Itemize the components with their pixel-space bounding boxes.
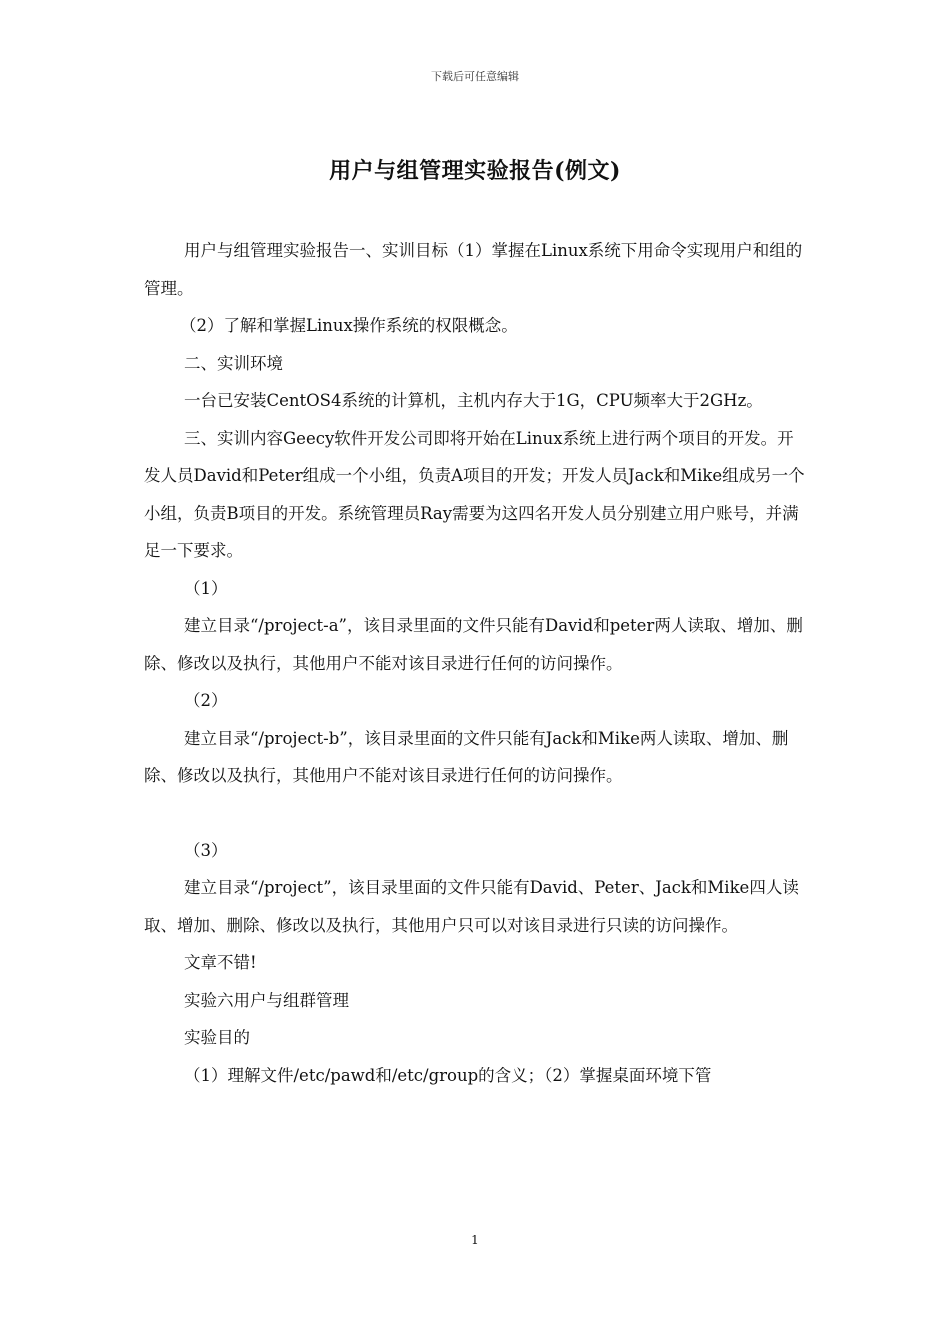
blank-line [144,795,808,832]
paragraph-goal: 用户与组管理实验报告一、实训目标（1）掌握在Linux系统下用命令实现用户和组的管理。 [144,241,803,298]
document-body [144,232,808,1094]
paragraph-experiment-goal: （1）理解文件/etc/pawd和/etc/group的含义；（2）掌握桌面环境下管 [184,1065,712,1085]
heading-experiment-six: 实验六用户与组群管理 [184,990,349,1010]
paragraph-project: 建立目录“/project”，该目录里面的文件只能有David、Peter、Jack和Mike四人读取、增加、删除、修改以及执行，其他用户只可以对该目录进行只读的访问操作。 [144,878,799,935]
item-number-1: （1） [184,578,228,598]
item-number-3: （3） [184,840,228,860]
heading-experiment-goal: 实验目的 [184,1028,250,1047]
paragraph-project-b: 建立目录“/project-b”，该目录里面的文件只能有Jack和Mike两人读取、增加、删除、修改以及执行，其他用户不能对该目录进行任何的访问操作。 [144,728,789,785]
header-note: 下载后可任意编辑 [431,70,519,83]
page-number: 1 [471,1233,479,1247]
paragraph-comment: 文章不错! [184,953,257,972]
paragraph-content: 三、实训内容Geecy软件开发公司即将开始在Linux系统上进行两个项目的开发。开发人员David和Peter组成一个小组，负责A项目的开发；开发人员Jack和Mike组成另一个小组，负责B项目的开发。系统管理员Ray需要为这四名开发人员分别建立用户账号，并满足一下要求。 [144,428,805,560]
paragraph-goal-2: （2）了解和掌握Linux操作系统的权限概念。 [180,316,518,335]
heading-environment: 二、实训环境 [184,353,283,373]
paragraph-project-a: 建立目录“/project-a”，该目录里面的文件只能有David和peter两人读取、增加、删除、修改以及执行，其他用户不能对该目录进行任何的访问操作。 [144,616,803,673]
document-title: 用户与组管理实验报告(例文) [329,158,621,184]
item-number-2: （2） [184,691,228,710]
paragraph-environment: 一台已安装CentOS4系统的计算机，主机内存大于1G，CPU频率大于2GHz。 [184,391,763,410]
